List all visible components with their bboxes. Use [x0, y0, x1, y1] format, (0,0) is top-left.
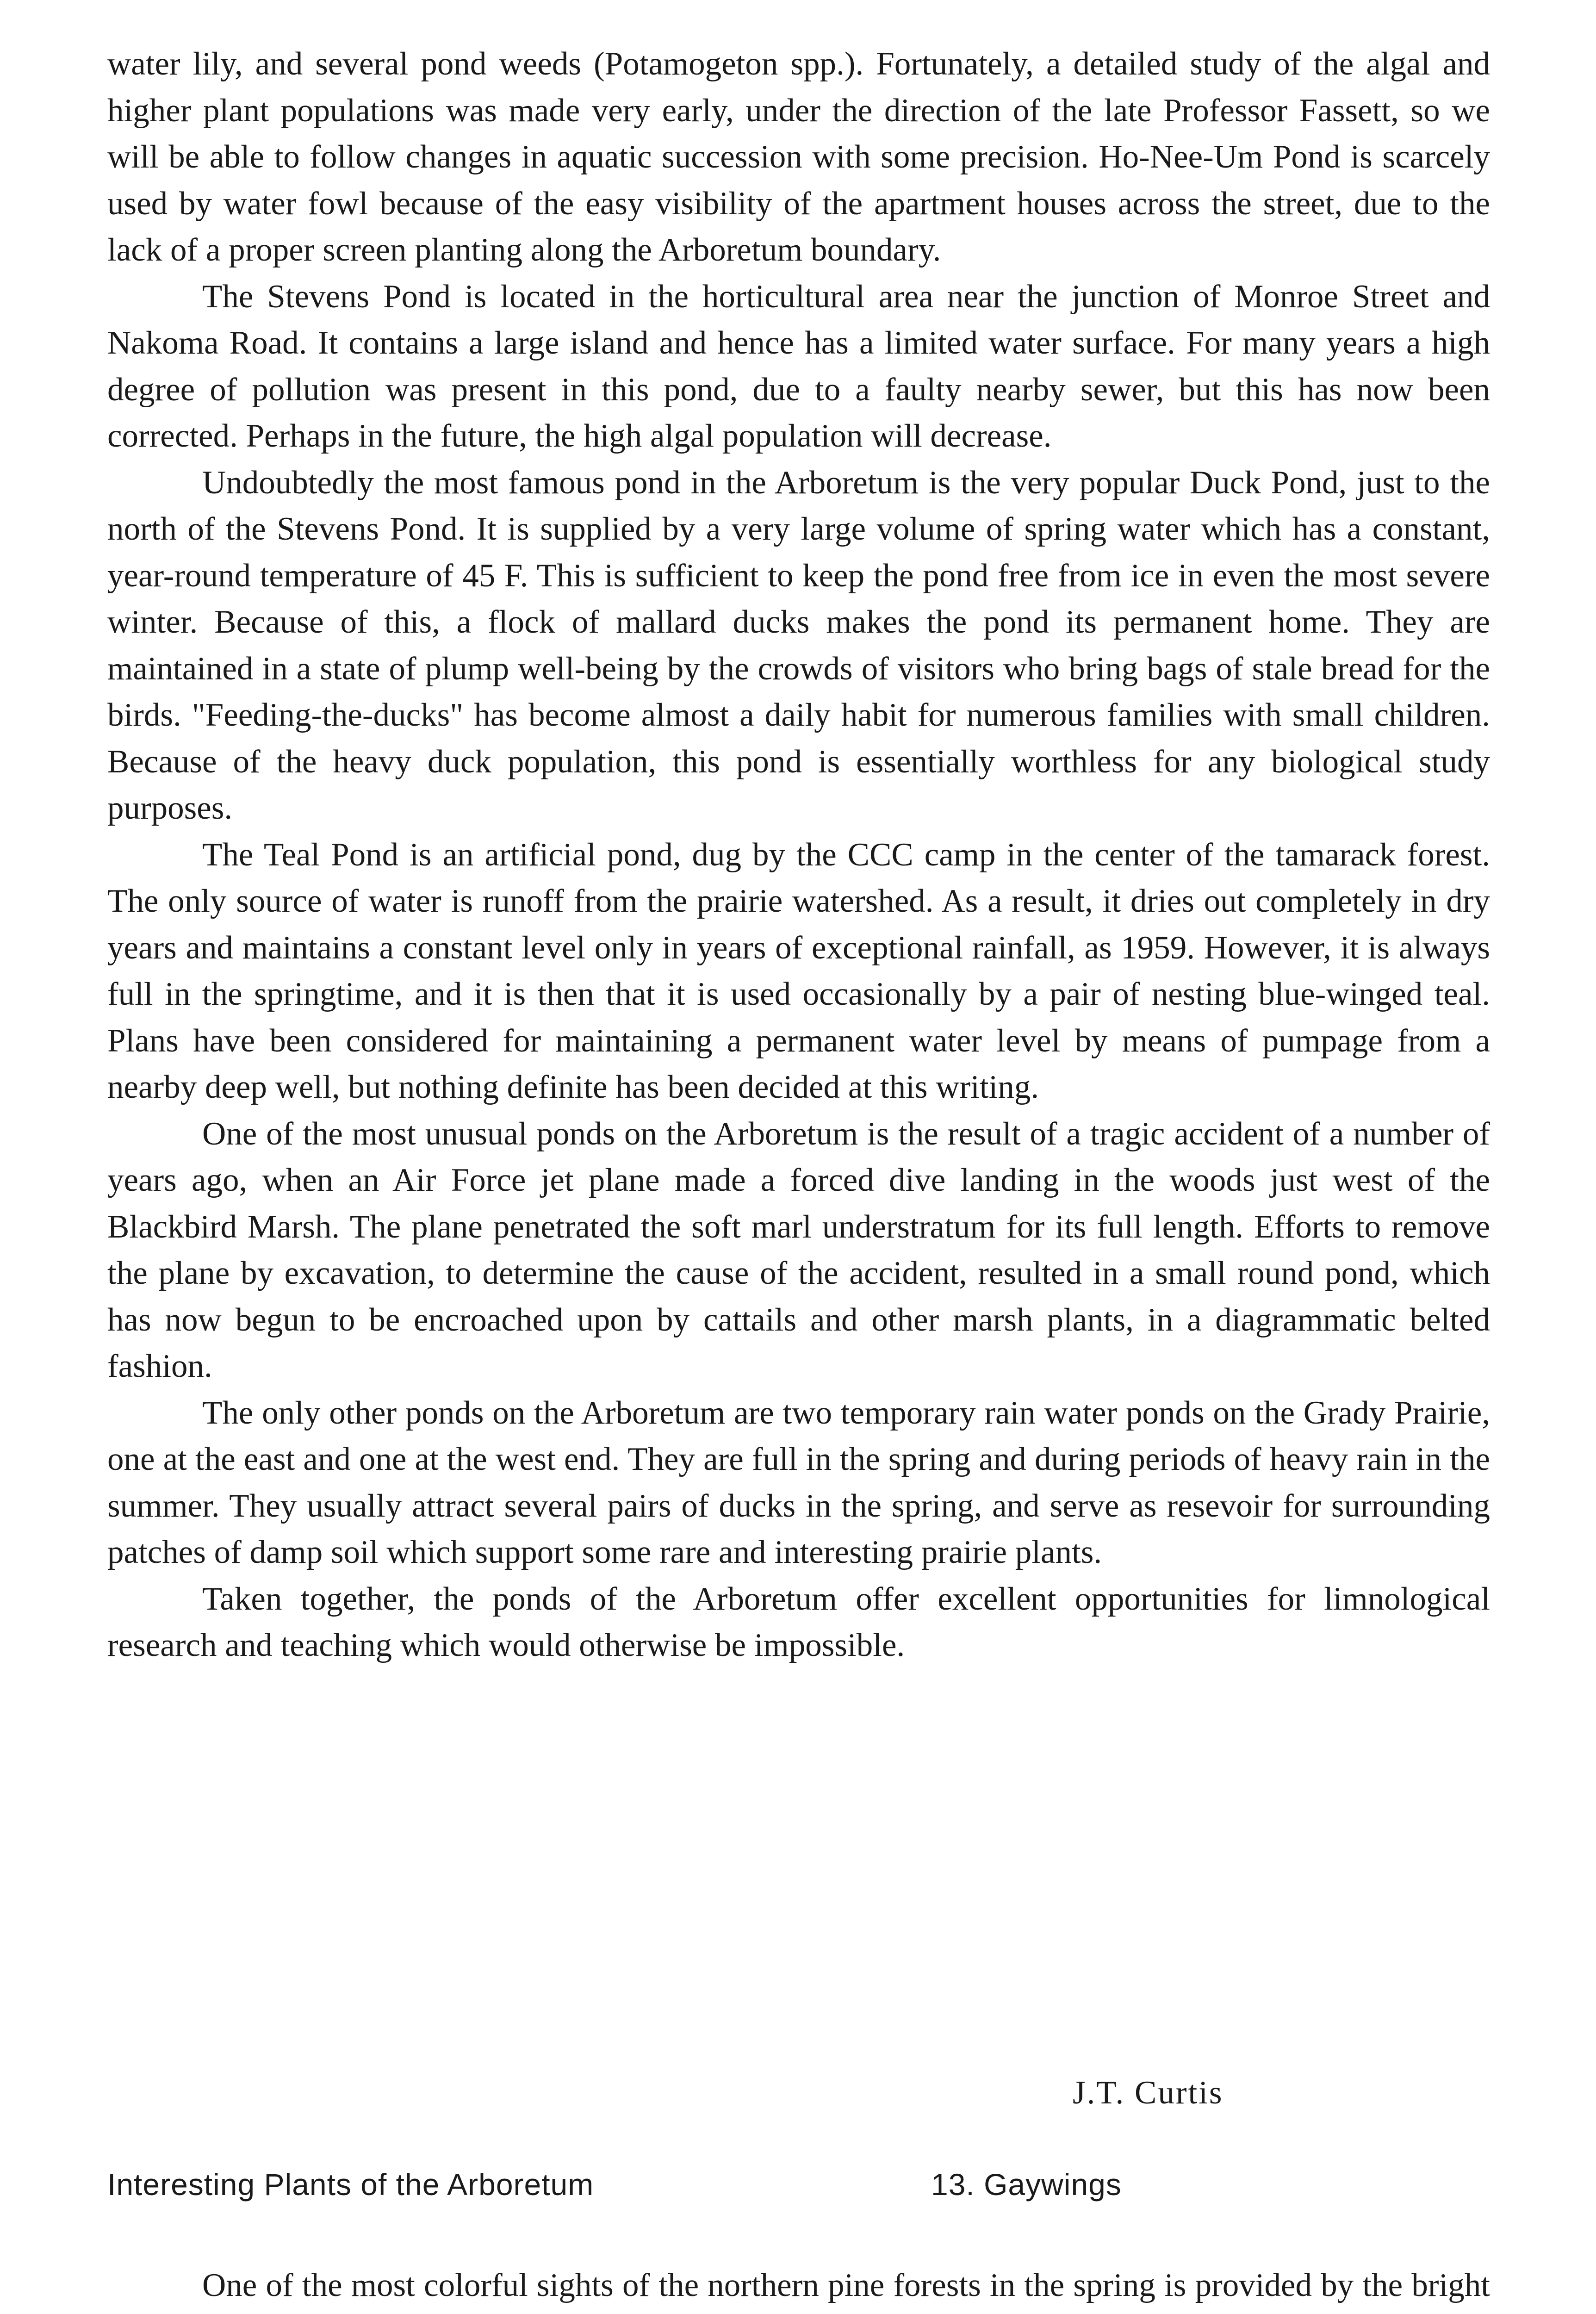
gaywings-paragraph: [107, 2262, 1490, 2314]
paragraph-jet-crash-pond: One of the most unusual ponds on the Arboretum is the result of a tragic accident of a number of years ago, when an Air Force jet plane made a forced dive landing in the woods just west of the Blackbird Marsh. The plane penetrated the soft marl understratum for its full length. Efforts to remove the plane by excavation, to determine the cause of the accident, resulted in a small round pond, which has now begun to be encroached upon by cattails and other marsh plants, in a diagrammatic belted fashion.: [107, 1115, 1490, 1384]
gaywings-text-before: One of the most colorful sights of the northern pine forests in the spring is provided by the bright: [202, 2267, 1490, 2303]
series-title: Interesting Plants of the Arboretum: [107, 2167, 594, 2202]
article-title: 13. Gaywings: [931, 2167, 1122, 2202]
author-signature: J.T. Curtis: [1073, 2075, 1223, 2111]
ponds-article-body: [107, 41, 1490, 1669]
paragraph-stevens-pond: The Stevens Pond is located in the horticultural area near the junction of Monroe Street and Nakoma Road. It contains a large island and hence has a limited water surface. For many years a high degree of pollution was present in this pond, due to a faulty nearby sewer, but this has now been corrected. Perhaps in the future, the high algal population will decrease.: [107, 278, 1490, 454]
gaywings-article-body: [107, 2262, 1490, 2314]
paragraph-duck-pond: Undoubtedly the most famous pond in the Arboretum is the very popular Duck Pond, just to the north of the Stevens Pond. It is supplied by a very large volume of spring water which has a constant, year-round temperature of 45 F. This is sufficient to keep the pond free from ice in even the most severe winter. Because of this, a flock of mallard ducks makes the pond its permanent home. They are maintained in a state of plump well-being by the crowds of visitors who bring bags of stale bread for the birds. "Feeding-the-ducks" has become almost a daily habit for numerous families with small children. Because of the heavy duck population, this pond is essentially worthless for any biological study purposes.: [107, 464, 1490, 826]
paragraph-teal-pond: The Teal Pond is an artificial pond, dug by the CCC camp in the center of the tamarack forest. The only source of water is runoff from the prairie watershed. As a result, it dries out completely in dry years and maintains a constant level only in years of exceptional rainfall, as 1959. However, it is always full in the springtime, and it is then that it is used occasionally by a pair of nesting blue-winged teal. Plans have been considered for maintaining a permanent water level by means of pumpage from a nearby deep well, but nothing definite has been decided at this writing.: [107, 836, 1490, 1105]
paragraph-grady-prairie-ponds: The only other ponds on the Arboretum are two temporary rain water ponds on the Grady Prairie, one at the east and one at the west end. They are full in the spring and during periods of heavy rain in the summer. They usually attract several pairs of ducks in the spring, and serve as resevoir for surrounding patches of damp soil which support some rare and interesting prairie plants.: [107, 1394, 1490, 1570]
paragraph-conclusion: Taken together, the ponds of the Arboretum offer excellent opportunities for limnological research and teaching which would otherwise be impossible.: [107, 1580, 1490, 1663]
paragraph-ho-nee-um-pond: water lily, and several pond weeds (Potamogeton spp.). Fortunately, a detailed study of the algal and higher plant populations was made very early, under the direction of the late Professor Fassett, so we will be able to follow changes in aquatic succession with some precision. Ho-Nee-Um Pond is scarcely used by water fowl because of the easy visibility of the apartment houses across the street, due to the lack of a proper screen planting along the Arboretum boundary.: [107, 46, 1490, 268]
